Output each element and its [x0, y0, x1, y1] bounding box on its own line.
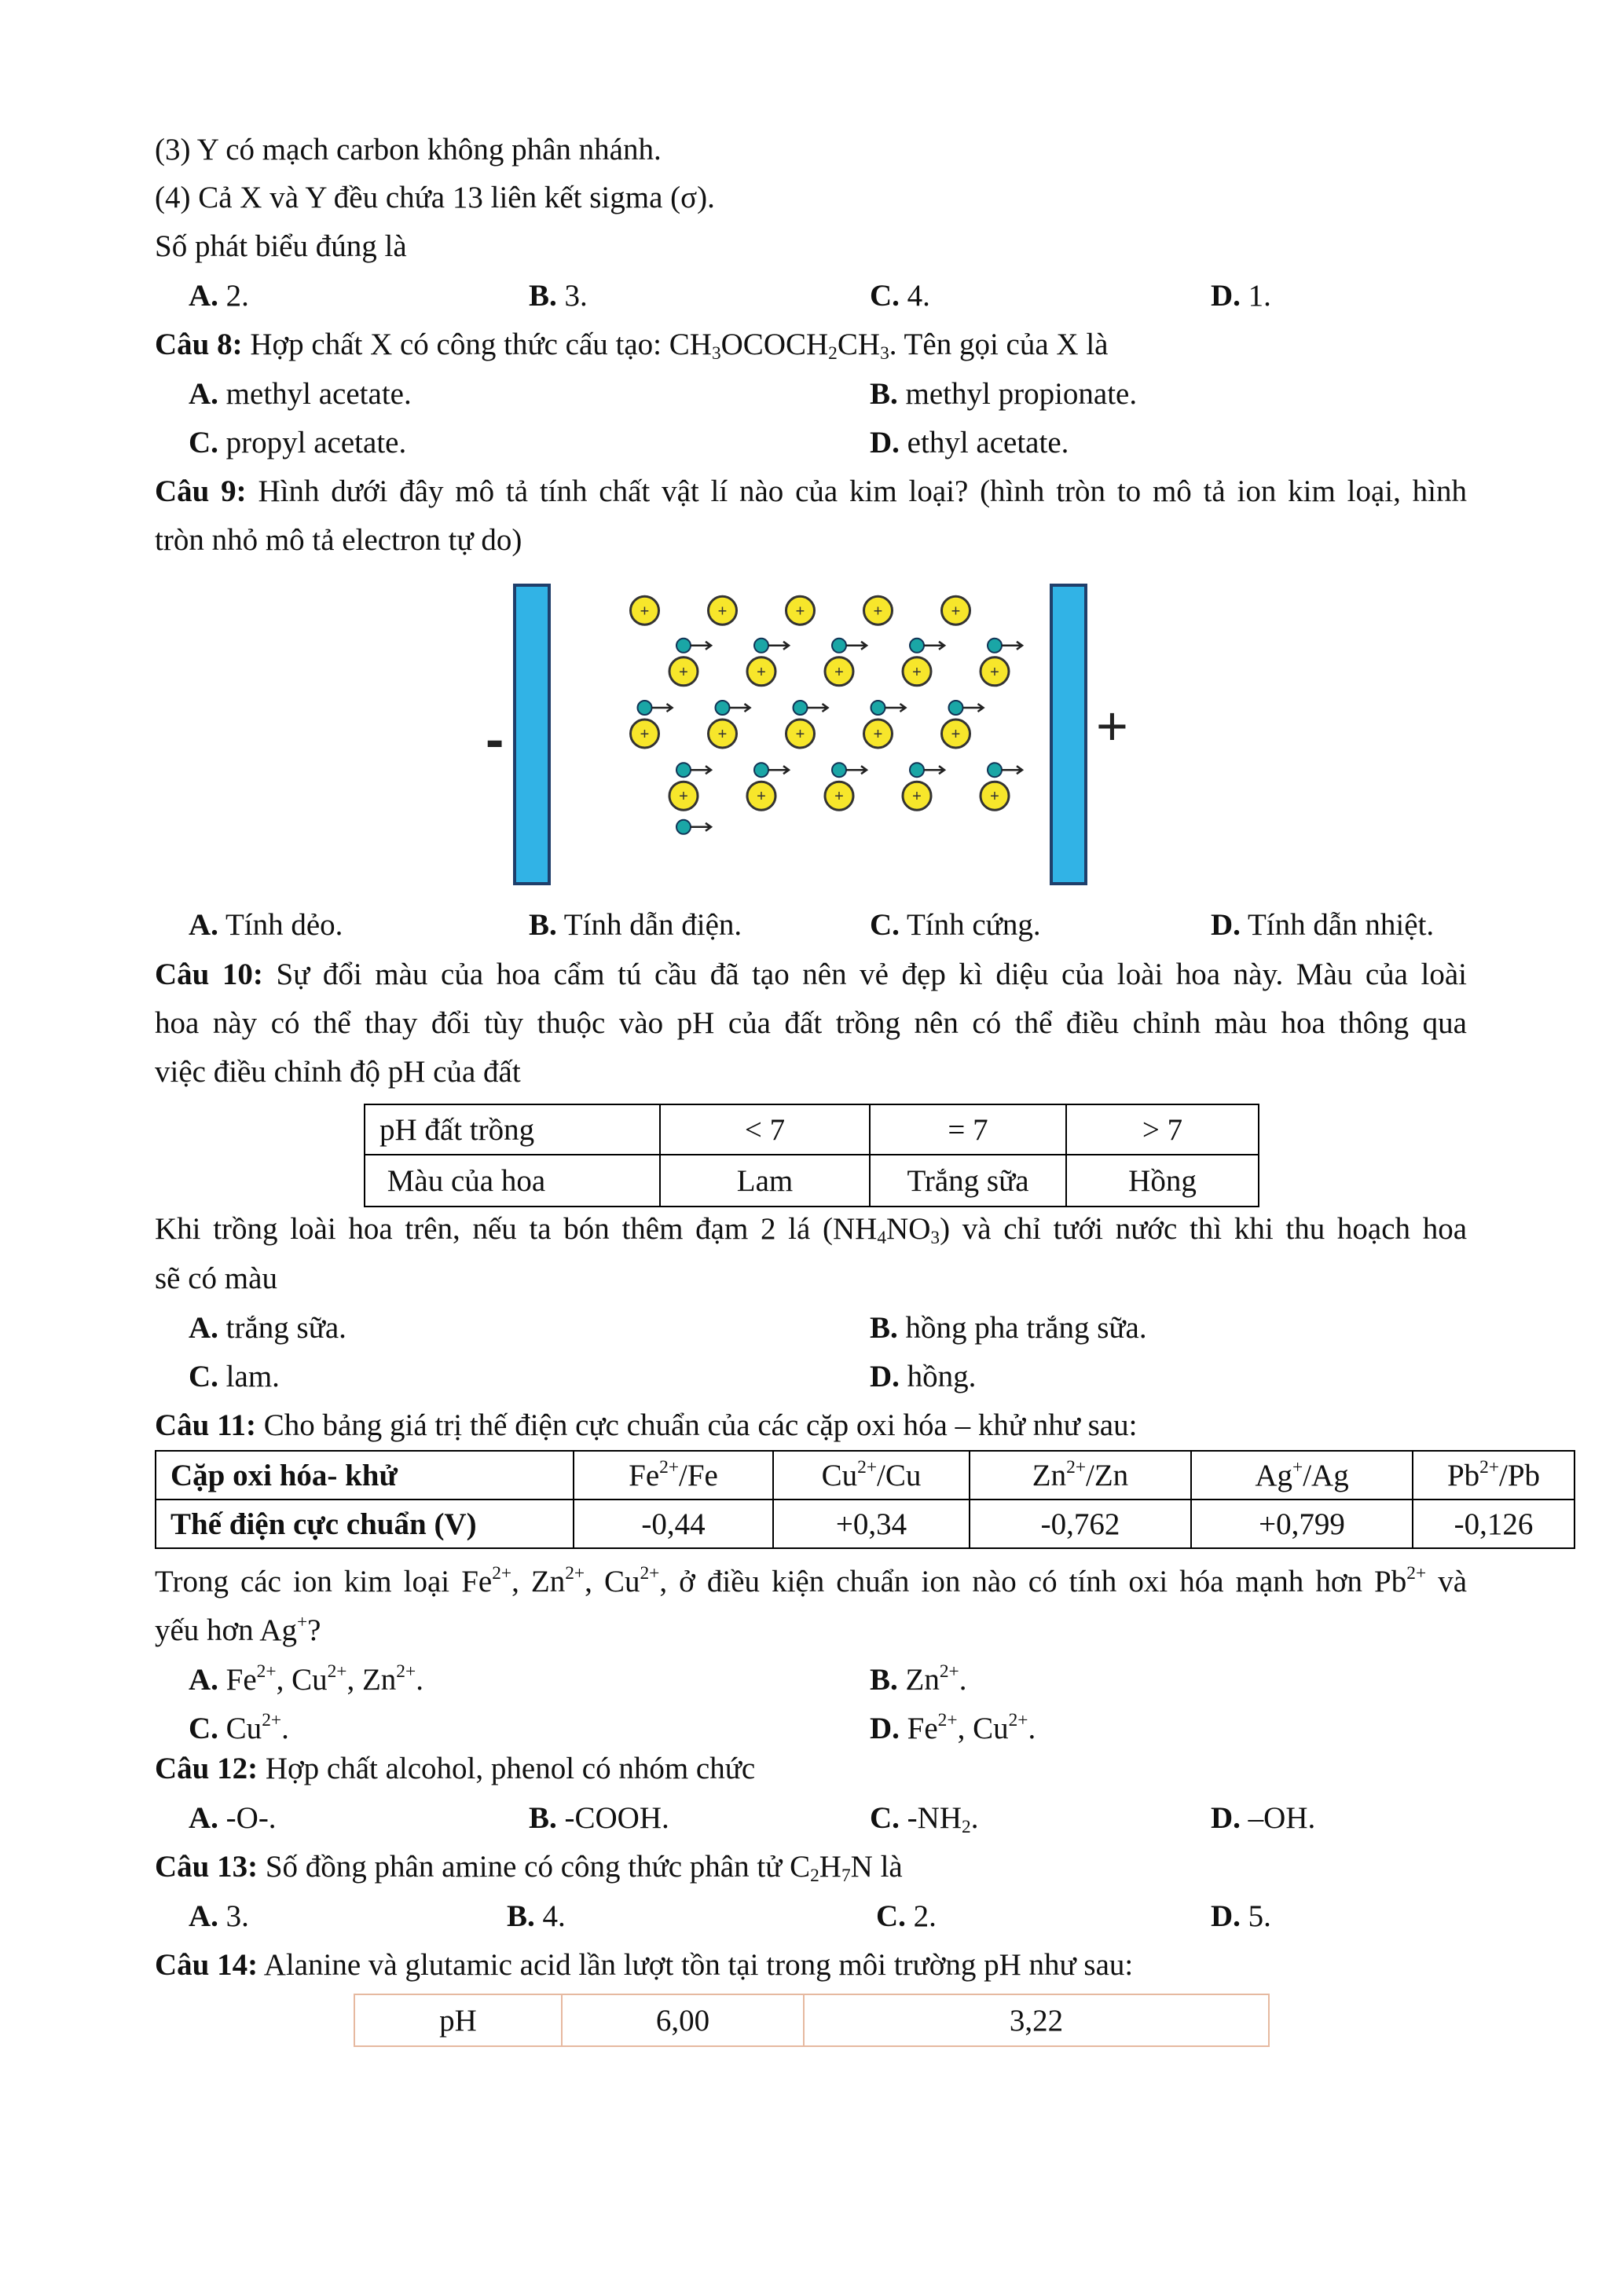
free-electron	[794, 701, 808, 715]
free-electron	[716, 701, 730, 715]
table-cell: Trắng sữa	[870, 1155, 1066, 1207]
electron-arrow	[1002, 642, 1022, 650]
electron-arrow	[768, 642, 789, 650]
electron-arrow	[1002, 766, 1022, 774]
q12-option-c[interactable]: C. $-NH_2$.	[870, 1801, 979, 1837]
question-9-line2: tròn nhỏ mô tả electron tự do)	[155, 523, 522, 557]
q8-option-c[interactable]: C. propyl acetate.	[189, 426, 407, 460]
q8-option-b[interactable]: B. methyl propionate.	[870, 377, 1138, 411]
q9-option-d[interactable]: D. Tính dẫn nhiệt.	[1211, 908, 1435, 942]
table-cell: Lam	[660, 1155, 870, 1207]
electron-arrow	[924, 766, 944, 774]
ion-charge: +	[757, 663, 766, 681]
ion-charge: +	[873, 602, 883, 621]
value-cell: -0,762	[970, 1500, 1191, 1548]
question-10-line5: sẽ có màu	[155, 1262, 277, 1295]
negative-electrode	[515, 585, 549, 884]
value-cell: +0,34	[773, 1500, 970, 1548]
free-electron	[871, 701, 885, 715]
minus-sign: -	[486, 709, 504, 770]
free-electron	[638, 701, 652, 715]
table-cell: pH	[354, 1994, 562, 2046]
table-cell: Màu của hoa	[365, 1155, 660, 1207]
pair-cell: $Cu^{2+}/Cu$	[773, 1451, 970, 1500]
table-cell: pH đất trồng	[365, 1104, 660, 1155]
q13-option-a[interactable]: A. 3.	[189, 1899, 249, 1933]
electron-arrow	[691, 642, 711, 650]
free-electron	[910, 639, 924, 653]
ion-charge: +	[757, 788, 766, 806]
electrode-potential-table	[155, 1450, 1575, 1549]
ion-charge: +	[951, 602, 961, 621]
electron-arrow	[846, 642, 867, 650]
metal-conduction-diagram	[471, 573, 1147, 895]
option-c[interactable]: C. 4.	[870, 279, 930, 313]
q12-option-b[interactable]: B. -COOH.	[529, 1801, 669, 1835]
free-electron	[910, 763, 924, 777]
table-cell: 3,22	[804, 1994, 1269, 2046]
free-electron	[988, 763, 1002, 777]
question-10-line4: Khi trồng loài hoa trên, nếu ta bón thêm đạm 2 lá $(NH_4NO_3)$ và chỉ tưới nước thì khi thu hoạch hoa	[155, 1212, 1468, 1248]
free-electron	[988, 639, 1002, 653]
electron-arrow	[768, 766, 789, 774]
ion-charge: +	[912, 663, 922, 681]
question-10-line2: hoa này có thể thay đổi tùy thuộc vào pH của đất trồng nên có thể điều chỉnh màu hoa thông qua	[155, 1006, 1467, 1040]
ion-charge: +	[912, 788, 922, 806]
q13-option-c[interactable]: C. 2.	[876, 1899, 937, 1933]
option-b[interactable]: B. 3.	[529, 279, 588, 313]
electron-arrow	[808, 704, 828, 712]
ph-color-table	[364, 1104, 1259, 1207]
question-11-text1: Trong các ion kim loại $Fe^{2+}$, $Zn^{2+}$, $Cu^{2+}$, ở điều kiện chuẩn ion nào có tính oxi hóa mạnh hơn $Pb^{2+}$ và	[155, 1563, 1468, 1598]
table-cell: > 7	[1066, 1104, 1259, 1155]
table-cell: Hồng	[1066, 1155, 1259, 1207]
question-prompt: Số phát biểu đúng là	[155, 229, 407, 263]
q11-option-b[interactable]: B. $Zn^{2+}$.	[870, 1661, 967, 1697]
electron-arrow	[846, 766, 867, 774]
question-11-text2: yếu hơn Ag+?	[155, 1612, 321, 1647]
plus-sign: +	[1096, 695, 1128, 756]
electron-arrow	[652, 704, 673, 712]
electron-arrow	[963, 704, 984, 712]
question-12: Câu 12: Hợp chất alcohol, phenol có nhóm chức	[155, 1752, 756, 1785]
question-10-line1: Câu 10: Sự đổi màu của hoa cẩm tú cầu đã tạo nên vẻ đẹp kì diệu của loài hoa này. Màu của loài	[155, 958, 1468, 991]
q10-option-a[interactable]: A. trắng sữa.	[189, 1311, 346, 1345]
q11-option-c[interactable]: C. $Cu^{2+}$.	[189, 1710, 289, 1745]
ion-charge: +	[640, 726, 650, 743]
q9-option-b[interactable]: B. Tính dẫn điện.	[529, 908, 742, 942]
statement-3: (3) Y có mạch carbon không phân nhánh.	[155, 133, 662, 167]
q11-option-d[interactable]: D. $Fe^{2+}$, $Cu^{2+}$.	[870, 1710, 1036, 1745]
pair-cell: $Fe^{2+}/Fe$	[574, 1451, 773, 1500]
pair-cell: $Zn^{2+}/Zn$	[970, 1451, 1191, 1500]
q8-option-d[interactable]: D. ethyl acetate.	[870, 426, 1069, 460]
pair-cell: Ag+/Ag	[1191, 1451, 1413, 1500]
electron-arrow	[730, 704, 750, 712]
free-electron	[832, 763, 846, 777]
table-cell: = 7	[870, 1104, 1066, 1155]
q9-option-c[interactable]: C. Tính cứng.	[870, 908, 1041, 942]
ph-table	[354, 1994, 1270, 2047]
ion-charge: +	[834, 663, 844, 681]
q8-option-a[interactable]: A. methyl acetate.	[189, 377, 412, 411]
ion-charge: +	[795, 726, 805, 743]
q11-option-a[interactable]: A. $Fe^{2+}$, $Cu^{2+}$, $Zn^{2+}$.	[189, 1661, 423, 1697]
option-d[interactable]: D. 1.	[1211, 279, 1271, 313]
q12-option-d[interactable]: D. –OH.	[1211, 1801, 1316, 1835]
free-electron	[754, 639, 768, 653]
ion-charge: +	[640, 602, 650, 621]
value-cell: -0,126	[1413, 1500, 1575, 1548]
free-electron	[832, 639, 846, 653]
electron-arrow	[691, 766, 711, 774]
electron-arrow	[885, 704, 906, 712]
ion-charge: +	[834, 788, 844, 806]
free-electron	[949, 701, 963, 715]
electron-arrow	[691, 823, 711, 831]
ion-charge: +	[717, 726, 728, 743]
question-11: Câu 11: Cho bảng giá trị thế điện cực chuẩn của các cặp oxi hóa – khử như sau:	[155, 1408, 1138, 1442]
question-14: Câu 14: Alanine và glutamic acid lần lượt tồn tại trong môi trường pH như sau:	[155, 1948, 1134, 1982]
ion-charge: +	[717, 602, 728, 621]
question-8: Câu 8: Hợp chất X có công thức cấu tạo: $CH_3OCOCH_2CH_3$. Tên gọi của X là	[155, 328, 1109, 364]
ion-charge: +	[990, 788, 999, 806]
option-a[interactable]: A. 2.	[189, 279, 249, 313]
value-cell: +0,799	[1191, 1500, 1413, 1548]
question-9-line1: Câu 9: Hình dưới đây mô tả tính chất vật lí nào của kim loại? (hình tròn to mô tả ion kim loại, hình	[155, 474, 1468, 508]
table-cell: 6,00	[562, 1994, 804, 2046]
q12-option-a[interactable]: A. -O-.	[189, 1801, 277, 1835]
q10-option-c[interactable]: C. lam.	[189, 1360, 280, 1393]
free-electron	[676, 639, 691, 653]
ion-charge: +	[679, 788, 688, 806]
table-header-cell: Thế điện cực chuẩn (V)	[156, 1500, 574, 1548]
ion-charge: +	[873, 726, 883, 743]
ion-charge: +	[795, 602, 805, 621]
statement-4: (4) Cả X và Y đều chứa 13 liên kết sigma (σ).	[155, 181, 715, 214]
ion-charge: +	[679, 663, 688, 681]
electron-arrow	[924, 642, 944, 650]
q10-option-b[interactable]: B. hồng pha trắng sữa.	[870, 1311, 1147, 1345]
q13-option-b[interactable]: B. 4.	[507, 1899, 566, 1933]
value-cell: -0,44	[574, 1500, 773, 1548]
question-10-line3: việc điều chỉnh độ pH của đất	[155, 1055, 521, 1089]
free-electron	[676, 763, 691, 777]
q10-option-d[interactable]: D. hồng.	[870, 1360, 977, 1393]
table-cell: < 7	[660, 1104, 870, 1155]
ion-charge: +	[990, 663, 999, 681]
table-header-cell: Cặp oxi hóa- khử	[156, 1451, 574, 1500]
pair-cell: $Pb^{2+}/Pb$	[1413, 1451, 1575, 1500]
free-electron	[676, 820, 691, 834]
ion-charge: +	[951, 726, 961, 743]
positive-electrode	[1051, 585, 1086, 884]
question-13: Câu 13: Số đồng phân amine có công thức phân tử $C_2H_7N$ là	[155, 1850, 903, 1886]
q13-option-d[interactable]: D. 5.	[1211, 1899, 1271, 1933]
q9-option-a[interactable]: A. Tính dẻo.	[189, 908, 343, 942]
free-electron	[754, 763, 768, 777]
